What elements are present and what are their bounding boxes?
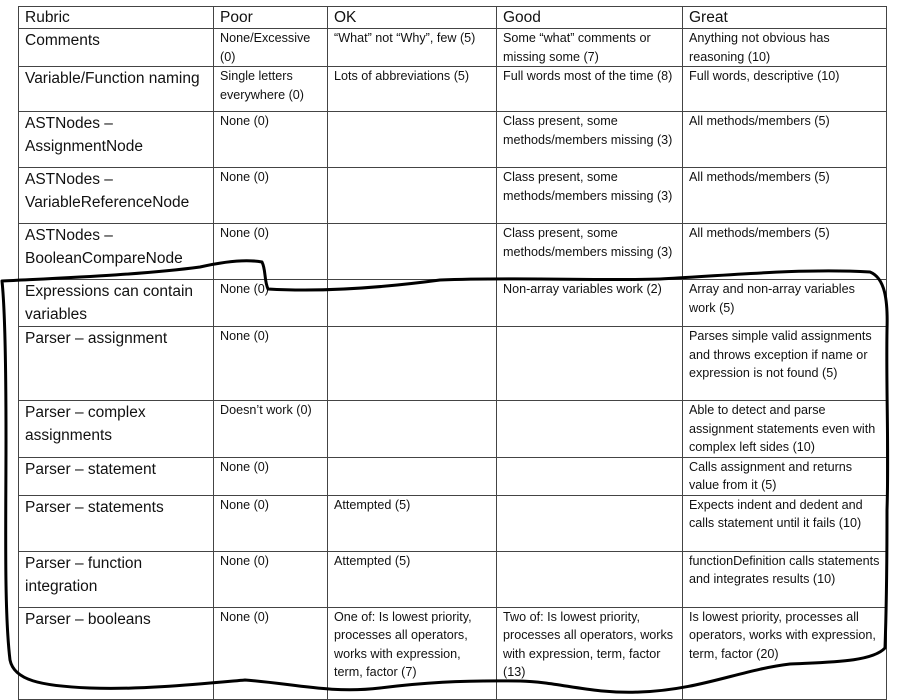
- ok-cell: Attempted (5): [328, 495, 497, 551]
- criterion-cell: ASTNodes – VariableReferenceNode: [19, 168, 214, 224]
- criterion-cell: Parser – booleans: [19, 607, 214, 699]
- great-cell: Expects indent and dedent and calls statement until it fails (10): [683, 495, 887, 551]
- ok-cell: [328, 401, 497, 458]
- table-row: [19, 607, 887, 699]
- ok-cell: “What” not “Why”, few (5): [328, 29, 497, 67]
- poor-cell: None (0): [214, 224, 328, 280]
- ok-cell: [328, 224, 497, 280]
- poor-cell: None (0): [214, 168, 328, 224]
- table-row: [19, 495, 887, 551]
- table-row: [19, 168, 887, 224]
- table-row: [19, 551, 887, 607]
- great-cell: Full words, descriptive (10): [683, 67, 887, 112]
- criterion-cell: Parser – complex assignments: [19, 401, 214, 458]
- good-cell: Non-array variables work (2): [497, 280, 683, 327]
- poor-cell: None (0): [214, 607, 328, 699]
- good-cell: Class present, some methods/members missing (3): [497, 112, 683, 168]
- header-ok: OK: [328, 7, 497, 29]
- great-cell: Able to detect and parse assignment statements even with complex left sides (10): [683, 401, 887, 458]
- poor-cell: None (0): [214, 495, 328, 551]
- header-good: Good: [497, 7, 683, 29]
- criterion-cell: Parser – statement: [19, 457, 214, 495]
- poor-cell: None/Excessive (0): [214, 29, 328, 67]
- ok-cell: [328, 457, 497, 495]
- criterion-cell: Comments: [19, 29, 214, 67]
- great-cell: Array and non-array variables work (5): [683, 280, 887, 327]
- great-cell: All methods/members (5): [683, 224, 887, 280]
- great-cell: All methods/members (5): [683, 168, 887, 224]
- table-row: [19, 67, 887, 112]
- criterion-cell: Expressions can contain variables: [19, 280, 214, 327]
- good-cell: Full words most of the time (8): [497, 67, 683, 112]
- criterion-cell: ASTNodes – AssignmentNode: [19, 112, 214, 168]
- good-cell: Some “what” comments or missing some (7): [497, 29, 683, 67]
- poor-cell: None (0): [214, 112, 328, 168]
- table-row: [19, 29, 887, 67]
- good-cell: Two of: Is lowest priority, processes all operators, works with expression, term, factor (13): [497, 607, 683, 699]
- header-poor: Poor: [214, 7, 328, 29]
- poor-cell: Doesn’t work (0): [214, 401, 328, 458]
- poor-cell: None (0): [214, 551, 328, 607]
- ok-cell: Attempted (5): [328, 551, 497, 607]
- table-row: [19, 457, 887, 495]
- great-cell: functionDefinition calls statements and integrates results (10): [683, 551, 887, 607]
- poor-cell: None (0): [214, 280, 328, 327]
- header-row: [19, 7, 887, 29]
- poor-cell: Single letters everywhere (0): [214, 67, 328, 112]
- good-cell: [497, 401, 683, 458]
- good-cell: Class present, some methods/members missing (3): [497, 168, 683, 224]
- ok-cell: One of: Is lowest priority, processes all operators, works with expression, term, factor (7): [328, 607, 497, 699]
- ok-cell: Lots of abbreviations (5): [328, 67, 497, 112]
- criterion-cell: Parser – assignment: [19, 327, 214, 401]
- ok-cell: [328, 168, 497, 224]
- great-cell: Anything not obvious has reasoning (10): [683, 29, 887, 67]
- good-cell: [497, 495, 683, 551]
- criterion-cell: Parser – statements: [19, 495, 214, 551]
- table-row: [19, 401, 887, 458]
- great-cell: Is lowest priority, processes all operators, works with expression, term, factor (20): [683, 607, 887, 699]
- header-rubric: Rubric: [19, 7, 214, 29]
- rubric-table: [18, 6, 887, 700]
- good-cell: [497, 457, 683, 495]
- table-row: [19, 224, 887, 280]
- table-row: [19, 112, 887, 168]
- great-cell: Calls assignment and returns value from it (5): [683, 457, 887, 495]
- criterion-cell: Variable/Function naming: [19, 67, 214, 112]
- ok-cell: [328, 327, 497, 401]
- good-cell: [497, 327, 683, 401]
- great-cell: All methods/members (5): [683, 112, 887, 168]
- criterion-cell: ASTNodes – BooleanCompareNode: [19, 224, 214, 280]
- great-cell: Parses simple valid assignments and throws exception if name or expression is not found (5): [683, 327, 887, 401]
- ok-cell: [328, 280, 497, 327]
- good-cell: [497, 551, 683, 607]
- criterion-cell: Parser – function integration: [19, 551, 214, 607]
- good-cell: Class present, some methods/members missing (3): [497, 224, 683, 280]
- ok-cell: [328, 112, 497, 168]
- header-great: Great: [683, 7, 887, 29]
- table-row: [19, 280, 887, 327]
- poor-cell: None (0): [214, 327, 328, 401]
- poor-cell: None (0): [214, 457, 328, 495]
- table-row: [19, 327, 887, 401]
